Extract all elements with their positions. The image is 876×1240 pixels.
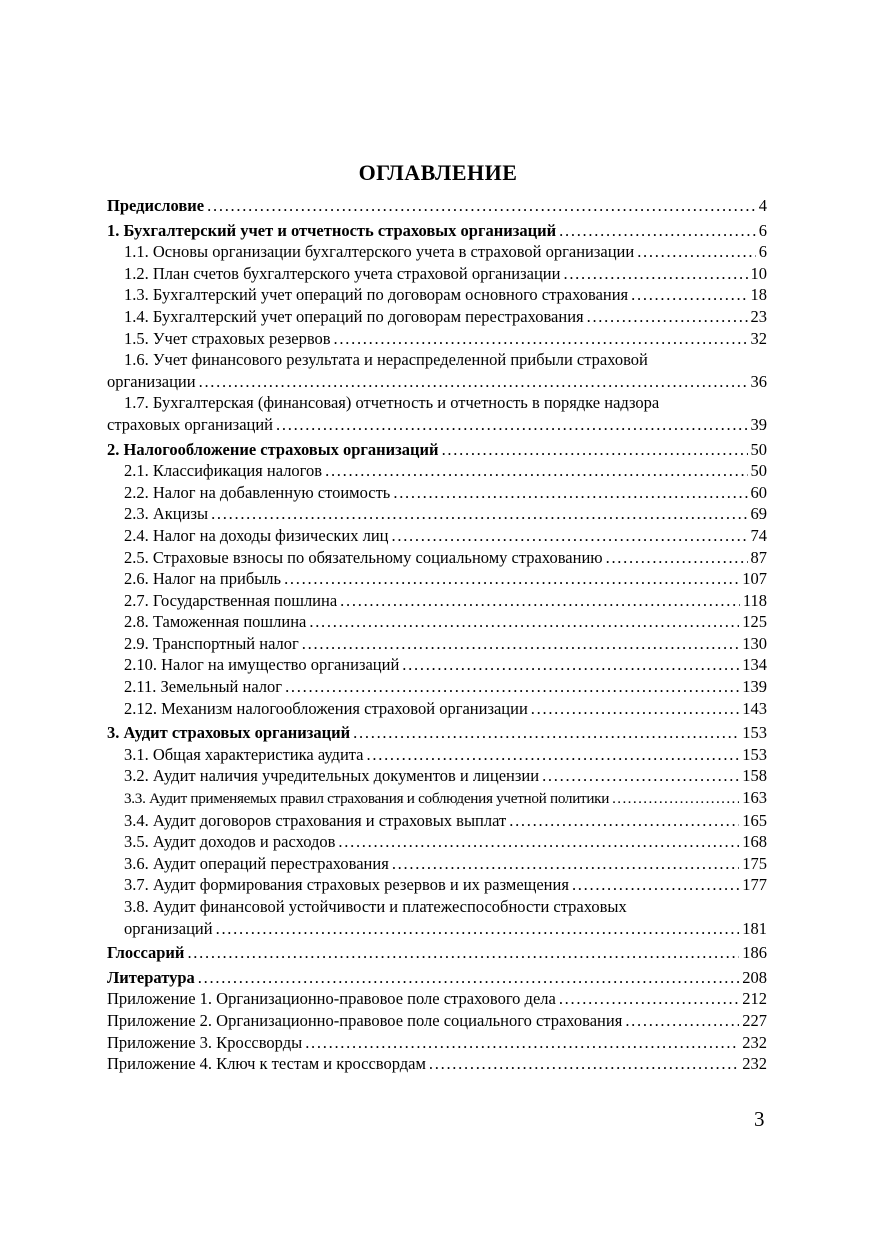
dot-leader xyxy=(531,698,739,720)
dot-leader xyxy=(606,547,748,569)
toc-entry-page: 4 xyxy=(758,196,767,215)
toc-entry-2-1[interactable] xyxy=(107,460,767,482)
toc-entry-page: 139 xyxy=(742,677,767,697)
toc-entry-title-line2: организации xyxy=(107,371,196,391)
toc-entry-title: 3.1. Общая характеристика аудита xyxy=(124,744,364,764)
page-number: 3 xyxy=(754,1107,765,1131)
toc-entry-page: 10 xyxy=(750,263,767,283)
toc-entry-title: 3.2. Аудит наличия учредительных документов и лицензии xyxy=(124,766,540,786)
toc-entry-title: 1.5. Учет страховых резервов xyxy=(124,328,331,348)
toc-entry-title: 3.5. Аудит доходов и расходов xyxy=(124,832,336,852)
toc-entry-title: 2.8. Таможенная пошлина xyxy=(124,612,307,632)
toc-entry-page: 36 xyxy=(750,371,767,391)
toc-entry-page: 181 xyxy=(742,918,767,938)
toc-entry-page: 186 xyxy=(742,943,767,963)
toc-entry-title: 3. Аудит страховых организаций xyxy=(107,723,351,743)
toc-entry-chapter-1[interactable] xyxy=(107,220,767,242)
toc-entry-title: 2.10. Налог на имущество организаций xyxy=(124,655,400,675)
toc-entry-1-4[interactable] xyxy=(107,306,767,328)
toc-entry-1-7[interactable] xyxy=(107,392,767,435)
toc-entry-title: 2.3. Акцизы xyxy=(124,504,209,524)
toc-entry-title: Приложение 2. Организационно-правовое поле социального страхования xyxy=(107,1010,623,1030)
toc-entry-page: 87 xyxy=(750,547,767,567)
toc-entry-page: 107 xyxy=(742,569,767,589)
toc-entry-page: 69 xyxy=(750,504,767,524)
toc-entry-page: 232 xyxy=(742,1054,767,1074)
toc-entry-literature[interactable] xyxy=(107,967,767,989)
toc-entry-page: 168 xyxy=(742,832,767,852)
dot-leader xyxy=(509,810,739,832)
toc-entry-1-2[interactable] xyxy=(107,263,767,285)
toc-entry-2-5[interactable] xyxy=(107,547,767,569)
toc-entry-title: 2. Налогообложение страховых организаций xyxy=(107,439,439,459)
toc-entry-appendix-1[interactable] xyxy=(107,988,767,1010)
toc-entry-page: 50 xyxy=(750,461,767,481)
toc-entry-1-3[interactable] xyxy=(107,284,767,306)
dot-leader xyxy=(402,654,739,676)
toc-entry-title: 2.9. Транспортный налог xyxy=(124,633,299,653)
toc-entry-glossary[interactable] xyxy=(107,942,767,964)
toc-entry-page: 23 xyxy=(750,306,767,326)
toc-entry-3-2[interactable] xyxy=(107,765,767,787)
toc-entry-title: 1.2. План счетов бухгалтерского учета страховой организации xyxy=(124,263,561,283)
dot-leader xyxy=(563,263,747,285)
toc-entry-preface[interactable] xyxy=(107,195,767,217)
toc-entry-3-8[interactable] xyxy=(107,896,767,939)
toc-entry-page: 153 xyxy=(742,744,767,764)
toc-entry-2-3[interactable] xyxy=(107,503,767,525)
dot-leader xyxy=(199,371,748,393)
toc-entry-title: 3.4. Аудит договоров страхования и страховых выплат xyxy=(124,810,507,830)
dot-leader xyxy=(207,195,756,217)
toc-entry-page: 232 xyxy=(742,1032,767,1052)
dot-leader xyxy=(211,503,747,525)
toc-entry-appendix-3[interactable] xyxy=(107,1032,767,1054)
toc-entry-title: Предисловие xyxy=(107,196,205,215)
toc-entry-3-1[interactable] xyxy=(107,744,767,766)
toc-entry-page: 50 xyxy=(750,439,767,459)
dot-leader xyxy=(572,874,739,896)
toc-entry-2-4[interactable] xyxy=(107,525,767,547)
toc-entry-title: 2.1. Классификация налогов xyxy=(124,461,323,481)
toc-entry-title: Глоссарий xyxy=(107,943,185,963)
toc-entry-page: 212 xyxy=(742,989,767,1009)
dot-leader xyxy=(309,611,739,633)
dot-leader xyxy=(631,284,747,306)
toc-entry-title: 2.2. Налог на добавленную стоимость xyxy=(124,482,391,502)
toc-entry-title: 2.5. Страховые взносы по обязательному социальному страхованию xyxy=(124,547,603,567)
dot-leader xyxy=(340,590,740,612)
dot-leader xyxy=(559,988,739,1010)
toc-entry-2-7[interactable] xyxy=(107,590,767,612)
toc-entry-title: 3.6. Аудит операций перестрахования xyxy=(124,853,389,873)
dot-leader xyxy=(393,482,747,504)
toc-entry-page: 18 xyxy=(750,285,767,305)
toc-entry-page: 130 xyxy=(742,633,767,653)
dot-leader xyxy=(559,220,756,242)
toc-entry-page: 6 xyxy=(758,220,767,240)
toc-entry-title: 3.7. Аудит формирования страховых резервов и их размещения xyxy=(124,875,569,895)
toc-entry-title-line1: 1.6. Учет финансового результата и нераспределенной прибыли страховой xyxy=(124,350,648,370)
table-of-contents xyxy=(107,195,767,1075)
toc-entry-page: 163 xyxy=(742,788,767,808)
dot-leader xyxy=(637,241,756,263)
dot-leader xyxy=(325,460,747,482)
toc-entry-1-1[interactable] xyxy=(107,241,767,263)
dot-leader xyxy=(442,439,748,461)
dot-leader xyxy=(392,525,748,547)
toc-entry-title: 1.4. Бухгалтерский учет операций по договорам перестрахования xyxy=(124,306,584,326)
dot-leader xyxy=(367,744,740,766)
toc-entry-title: Литература xyxy=(107,967,195,987)
toc-entry-title-line1: 1.7. Бухгалтерская (финансовая) отчетность и отчетность в порядке надзора xyxy=(124,393,660,413)
toc-entry-3-7[interactable] xyxy=(107,874,767,896)
toc-entry-page: 74 xyxy=(750,525,767,545)
toc-entry-3-6[interactable] xyxy=(107,853,767,875)
toc-entry-2-9[interactable] xyxy=(107,633,767,655)
toc-entry-page: 125 xyxy=(742,612,767,632)
toc-entry-2-6[interactable] xyxy=(107,568,767,590)
dot-leader xyxy=(284,568,739,590)
toc-entry-title-line1: 3.8. Аудит финансовой устойчивости и платежеспособности страховых xyxy=(124,897,627,916)
dot-leader xyxy=(353,722,739,744)
dot-leader xyxy=(305,1032,739,1054)
toc-entry-2-11[interactable] xyxy=(107,676,767,698)
toc-entry-page: 158 xyxy=(742,766,767,786)
dot-leader xyxy=(429,1053,739,1075)
toc-entry-appendix-2[interactable] xyxy=(107,1010,767,1032)
dot-leader xyxy=(334,328,748,350)
toc-entry-title: 2.6. Налог на прибыль xyxy=(124,569,282,589)
toc-entry-page: 177 xyxy=(742,875,767,895)
toc-entry-page: 32 xyxy=(750,328,767,348)
toc-entry-1-6[interactable] xyxy=(107,349,767,392)
dot-leader xyxy=(612,788,739,810)
toc-entry-2-12[interactable] xyxy=(107,698,767,720)
toc-entry-page: 227 xyxy=(742,1010,767,1030)
toc-entry-2-2[interactable] xyxy=(107,482,767,504)
toc-entry-page: 175 xyxy=(742,853,767,873)
toc-entry-page: 60 xyxy=(750,482,767,502)
toc-entry-title-line2: организаций xyxy=(124,918,213,938)
toc-entry-title: 2.7. Государственная пошлина xyxy=(124,590,338,610)
toc-entry-title: 2.11. Земельный налог xyxy=(124,677,283,697)
toc-entry-chapter-2[interactable] xyxy=(107,439,767,461)
toc-entry-page: 208 xyxy=(742,967,767,987)
toc-entry-appendix-4[interactable] xyxy=(107,1053,767,1075)
dot-leader xyxy=(276,414,747,436)
toc-entry-1-5[interactable] xyxy=(107,328,767,350)
toc-entry-page: 118 xyxy=(742,590,767,610)
toc-entry-title: Приложение 1. Организационно-правовое поле страхового дела xyxy=(107,989,556,1009)
dot-leader xyxy=(302,633,739,655)
dot-leader xyxy=(392,853,739,875)
dot-leader xyxy=(587,306,748,328)
toc-entry-page: 39 xyxy=(750,414,767,434)
toc-entry-title: Приложение 3. Кроссворды xyxy=(107,1032,303,1052)
toc-entry-chapter-3[interactable] xyxy=(107,722,767,744)
dot-leader xyxy=(198,967,739,989)
toc-entry-title-line2: страховых организаций xyxy=(107,414,274,434)
dot-leader xyxy=(625,1010,739,1032)
toc-entry-page: 165 xyxy=(742,810,767,830)
dot-leader xyxy=(542,765,739,787)
toc-entry-3-5[interactable] xyxy=(107,831,767,853)
toc-entry-3-3[interactable] xyxy=(107,787,767,810)
toc-entry-title: 1.1. Основы организации бухгалтерского учета в страховой организации xyxy=(124,242,635,262)
toc-entry-title: 1.3. Бухгалтерский учет операций по договорам основного страхования xyxy=(124,285,629,305)
toc-entry-page: 153 xyxy=(742,723,767,743)
toc-entry-title: 1. Бухгалтерский учет и отчетность страховых организаций xyxy=(107,220,557,240)
dot-leader xyxy=(338,831,739,853)
toc-entry-title: 2.4. Налог на доходы физических лиц xyxy=(124,525,389,545)
page-title: ОГЛАВЛЕНИЕ xyxy=(358,160,518,185)
toc-entry-page: 134 xyxy=(742,655,767,675)
toc-entry-page: 6 xyxy=(758,242,767,262)
toc-entry-3-4[interactable] xyxy=(107,810,767,832)
dot-leader xyxy=(187,942,739,964)
toc-entry-title: 2.12. Механизм налогообложения страховой организации xyxy=(124,698,528,718)
toc-entry-title: Приложение 4. Ключ к тестам и кроссвордам xyxy=(107,1054,426,1074)
dot-leader xyxy=(285,676,739,698)
dot-leader xyxy=(216,918,740,940)
toc-entry-2-10[interactable] xyxy=(107,654,767,676)
toc-entry-2-8[interactable] xyxy=(107,611,767,633)
toc-entry-title: 3.3. Аудит применяемых правил страхования и соблюдения учетной политики xyxy=(124,790,610,808)
toc-entry-page: 143 xyxy=(742,698,767,718)
